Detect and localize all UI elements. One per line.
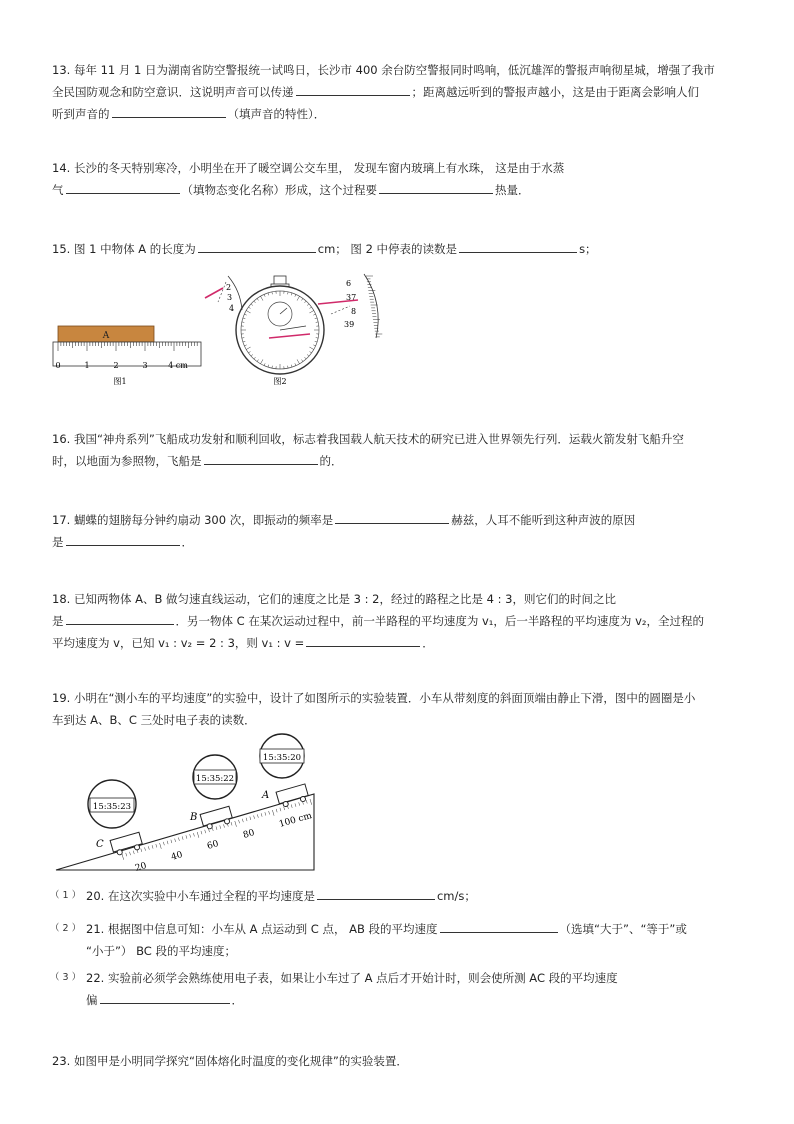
q16-blank1[interactable]	[204, 450, 318, 465]
outer-dial-8: 8	[351, 307, 357, 316]
q14-blank2[interactable]	[379, 179, 493, 194]
subquestion-2	[52, 918, 742, 962]
sub2-text-a: 21. 根据图中信息可知：小车从 A 点运动到 C 点， AB 段的平均速度	[86, 922, 438, 936]
question-16	[52, 428, 742, 472]
q15-figure	[50, 270, 390, 390]
q18-line2a: 是	[52, 614, 64, 628]
sub3-text-b: 偏	[86, 993, 98, 1007]
clock-b-reading: 15:35:22	[195, 774, 235, 784]
scale-40: 40	[170, 850, 184, 863]
clock-c	[88, 780, 136, 828]
question-14	[52, 157, 742, 201]
q18-blank2[interactable]	[306, 632, 420, 647]
subquestion-1	[52, 885, 742, 907]
scale-100: 100 cm	[278, 811, 314, 830]
q17-line1b: 赫兹，人耳不能听到这种声波的原因	[451, 513, 636, 527]
q23-line1: 23. 如图甲是小明同学探究“固体熔化时温度的变化规律”的实验装置．	[52, 1054, 408, 1068]
q14-line1: 14. 长沙的冬天特别寒冷，小明坐在开了暖空调公交车里， 发现车窗内玻璃上有水珠， 这是由于水蒸	[52, 161, 565, 175]
q18-line3a: 平均速度为 v，已知 v₁ : v₂ = 2 : 3，则 v₁ : v =	[52, 636, 305, 650]
ruler-tick-1: 1	[84, 361, 90, 370]
inner-dial-4: 4	[229, 304, 235, 313]
q15-text-c: s；	[579, 242, 597, 256]
sub1-text-b: cm/s；	[436, 889, 476, 903]
q14-blank1[interactable]	[66, 179, 180, 194]
question-18	[52, 588, 742, 654]
q18-line1: 18. 已知两物体 A、B 做匀速直线运动，它们的速度之比是 3 : 2，经过的路程之比是 4 : 3，则它们的时间之比	[52, 592, 616, 606]
fig1-label: 图1	[113, 377, 127, 386]
sub2-blank[interactable]	[440, 918, 558, 933]
ruler-tick-4: 4 cm	[168, 361, 188, 370]
ruler-tick-2: 2	[113, 361, 119, 370]
scale-80: 80	[242, 828, 256, 841]
q13-line2b: ；距离越远听到的警报声越小，这是由于距离会影响人们	[411, 85, 699, 99]
clock-c-reading: 15:35:23	[92, 802, 132, 812]
point-b-label: B	[190, 812, 198, 823]
q13-blank2[interactable]	[112, 103, 226, 118]
q17-line1a: 17. 蝴蝶的翅膀每分钟约扇动 300 次，即振动的频率是	[52, 513, 334, 527]
q18-blank1[interactable]	[66, 610, 174, 625]
clock-a	[260, 734, 304, 778]
clock-b	[193, 755, 237, 799]
q15-blank2[interactable]	[459, 238, 577, 253]
q16-line2b: 的．	[319, 454, 343, 468]
sub3-blank[interactable]	[100, 989, 230, 1004]
q14-line2b: （填物态变化名称）形成，这个过程要	[181, 183, 377, 197]
fig2-label: 图2	[273, 377, 287, 386]
question-17	[52, 509, 742, 553]
point-c-label: C	[96, 839, 104, 850]
question-13	[52, 59, 742, 125]
sub2-text-c: “小于”） BC 段的平均速度；	[86, 944, 236, 958]
question-19	[52, 687, 742, 731]
q16-line1: 16. 我国“神舟系列”飞船成功发射和顺利回收，标志着我国载人航天技术的研究已进入世界领先行列．运载火箭发射飞船升空	[52, 432, 684, 446]
outer-dial-37: 37	[346, 293, 357, 302]
outer-dial-39: 39	[344, 320, 355, 329]
inner-dial-2: 2	[226, 283, 232, 292]
scale-20: 20	[134, 861, 148, 874]
q14-line2a: 气	[52, 183, 64, 197]
sub1-text-a: 20. 在这次实验中小车通过全程的平均速度是	[86, 889, 315, 903]
question-15	[52, 238, 742, 260]
inner-dial-3: 3	[227, 293, 233, 302]
q19-line1: 19. 小明在“测小车的平均速度”的实验中，设计了如图所示的实验装置．小车从带刻度的斜面顶端由静止下滑，图中的圆圈是小	[52, 691, 696, 705]
q18-line2b: ．另一物体 C 在某次运动过程中，前一半路程的平均速度为 v₁，后一半路程的平均速度为 v₂，全过程的	[175, 614, 704, 628]
q14-line2c: 热量．	[495, 183, 530, 197]
q17-blank2[interactable]	[66, 531, 180, 546]
ruler-tick-3: 3	[142, 361, 148, 370]
q18-line3b: ．	[422, 636, 434, 650]
subquestion-3	[52, 967, 742, 1011]
incline-figure	[52, 732, 322, 874]
q13-line2a: 全民国防观念和防空意识．这说明声音可以传递	[52, 85, 294, 99]
q15-text-b: cm； 图 2 中停表的读数是	[317, 242, 458, 256]
q13-line3b: （填声音的特性）．	[227, 107, 326, 121]
sub2-number: （ 2 ）	[50, 923, 82, 934]
clock-a-reading: 15:35:20	[262, 753, 302, 763]
q13-blank1[interactable]	[296, 81, 410, 96]
q17-line2a: 是	[52, 535, 64, 549]
sub3-text-a: 22. 实验前必须学会熟练使用电子表，如果让小车过了 A 点后才开始计时，则会使所测 AC 段的平均速度	[86, 971, 618, 985]
q13-line3a: 听到声音的	[52, 107, 110, 121]
scale-60: 60	[206, 839, 220, 852]
block-a-label: A	[102, 331, 110, 341]
q15-text-a: 15. 图 1 中物体 A 的长度为	[52, 242, 196, 256]
sub2-text-b: （选填“大于”、“等于”或	[559, 922, 687, 936]
outer-dial-6: 6	[346, 279, 352, 288]
ruler-tick-0: 0	[55, 361, 61, 370]
q13-line1: 13. 每年 11 月 1 日为湖南省防空警报统一试鸣日，长沙市 400 余台防空警报同时鸣响，低沉雄浑的警报声响彻星城，增强了我市	[52, 63, 715, 77]
sub3-text-c: ．	[231, 993, 243, 1007]
q19-line2: 车到达 A、B、C 三处时电子表的读数．	[52, 713, 256, 727]
point-a-label: A	[262, 790, 270, 801]
sub1-blank[interactable]	[317, 885, 435, 900]
q15-blank1[interactable]	[198, 238, 316, 253]
sub1-number: （ 1 ）	[50, 890, 82, 901]
q17-line2b: ．	[181, 535, 193, 549]
sub3-number: （ 3 ）	[50, 972, 82, 983]
question-23	[52, 1050, 742, 1072]
q16-line2a: 时，以地面为参照物，飞船是	[52, 454, 202, 468]
q17-blank1[interactable]	[335, 509, 449, 524]
